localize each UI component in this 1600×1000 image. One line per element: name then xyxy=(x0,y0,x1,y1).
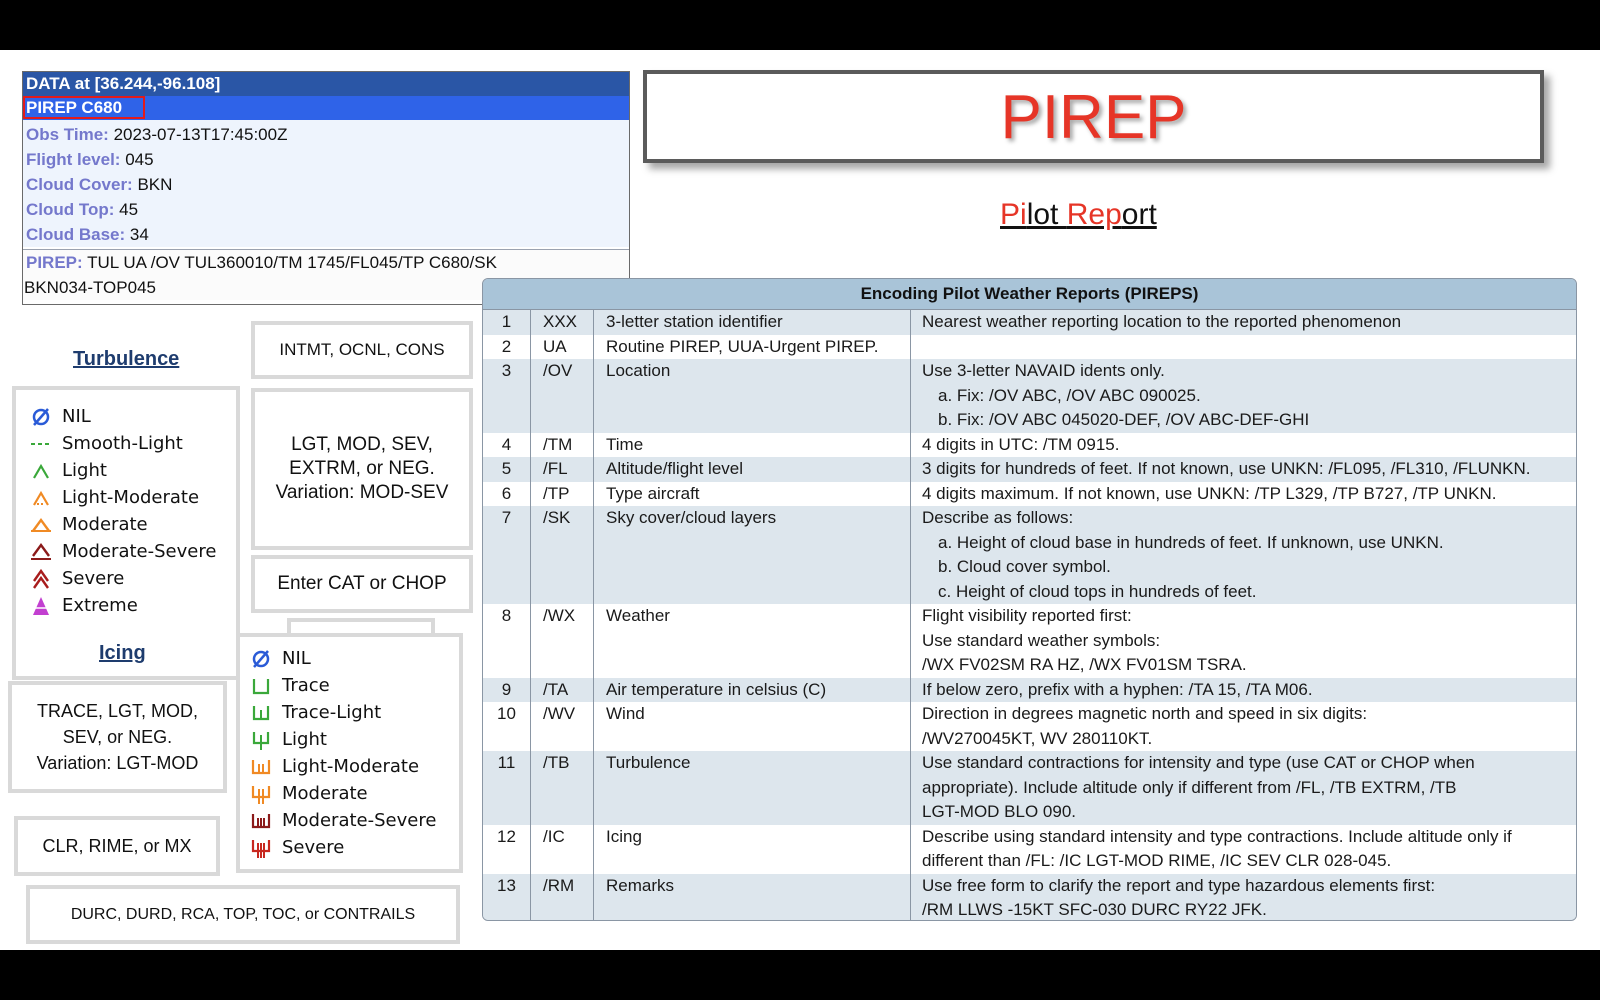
page-title: PIREP xyxy=(1000,83,1187,152)
double-caret-icon xyxy=(28,568,54,590)
legend-item xyxy=(248,672,459,699)
description-line: a. Height of cloud base in hundreds of feet. If unknown, use UNKN. xyxy=(938,532,1444,552)
icing-type-box xyxy=(14,816,220,876)
icing-heading: Icing xyxy=(99,642,146,664)
table-row xyxy=(483,433,1576,458)
description-line: a. Fix: /OV ABC, /OV ABC 090025. xyxy=(938,385,1201,405)
row-description xyxy=(911,751,1576,825)
row-element: Routine PIREP, UUA-Urgent PIREP. xyxy=(594,335,911,360)
cup-icon xyxy=(248,675,274,697)
row-code: /TM xyxy=(531,433,594,458)
row-number: 5 xyxy=(483,457,531,482)
field-value: 045 xyxy=(125,150,154,169)
field-value: BKN xyxy=(137,175,173,194)
row-number: 1 xyxy=(483,310,531,335)
pirep-key: PIREP: xyxy=(26,253,83,272)
row-number: 12 xyxy=(483,825,531,874)
row-code: /FL xyxy=(531,457,594,482)
row-element: Weather xyxy=(594,604,911,678)
row-number: 4 xyxy=(483,433,531,458)
type-text: Enter CAT or CHOP xyxy=(277,573,447,594)
row-element: Wind xyxy=(594,702,911,751)
field-key: Obs Time: xyxy=(26,125,109,144)
legend-item xyxy=(28,484,236,511)
popup-body xyxy=(23,120,629,247)
table-row xyxy=(483,359,1576,433)
row-description xyxy=(911,604,1576,678)
pirep-line-1: TUL UA /OV TUL360010/TM 1745/FL045/TP C680/SK xyxy=(87,253,497,272)
row-description xyxy=(911,825,1576,874)
row-description xyxy=(911,310,1576,335)
description-line: Describe as follows: xyxy=(922,508,1074,527)
legend-label: Moderate-Severe xyxy=(282,810,437,831)
popup-field xyxy=(23,197,629,222)
icing-intensity-box xyxy=(8,681,227,793)
legend-label: NIL xyxy=(62,406,91,427)
row-description xyxy=(911,335,1576,360)
legend-item xyxy=(248,807,459,834)
table-row xyxy=(483,825,1576,874)
row-description xyxy=(911,506,1576,604)
row-element: Location xyxy=(594,359,911,433)
icing-intensity-line: Variation: LGT-MOD xyxy=(36,753,199,773)
legend-label: Trace xyxy=(282,675,330,696)
turbulence-legend xyxy=(12,386,240,680)
cup-two-bar-icon xyxy=(248,756,274,778)
description-line: Direction in degrees magnetic north and speed in six digits: xyxy=(922,704,1368,723)
table-row xyxy=(483,310,1576,335)
row-code: /TP xyxy=(531,482,594,507)
row-description xyxy=(911,482,1576,507)
legend-label: Smooth-Light xyxy=(62,433,183,454)
description-line: b. Cloud cover symbol. xyxy=(938,557,1111,576)
row-number: 3 xyxy=(483,359,531,433)
row-code: /SK xyxy=(531,506,594,604)
table-header: Encoding Pilot Weather Reports (PIREPS) xyxy=(483,279,1576,310)
popup-field xyxy=(23,222,629,247)
row-code: /OV xyxy=(531,359,594,433)
legend-label: Light-Moderate xyxy=(62,487,200,508)
icing-intensity-line: SEV, or NEG. xyxy=(62,727,173,747)
row-number: 2 xyxy=(483,335,531,360)
legend-item xyxy=(248,834,459,861)
description-line: appropriate). Include altitude only if different from /FL, /TB EXTRM, /TB xyxy=(922,777,1457,797)
description-line: If below zero, prefix with a hyphen: /TA 15, /TA M06. xyxy=(922,679,1313,699)
legend-item xyxy=(28,538,236,565)
legend-item xyxy=(28,511,236,538)
caret-dashed-icon xyxy=(28,487,54,509)
intensity-line: Variation: MOD-SEV xyxy=(275,482,449,503)
description-line: 3 digits for hundreds of feet. If not known, use UNKN: /FL095, /FL310, /FLUNKN. xyxy=(922,459,1531,478)
row-description xyxy=(911,433,1576,458)
icing-type-text: CLR, RIME, or MX xyxy=(42,835,192,856)
row-number: 10 xyxy=(483,702,531,751)
row-code: /TA xyxy=(531,678,594,703)
row-element: Icing xyxy=(594,825,911,874)
row-number: 6 xyxy=(483,482,531,507)
table-row xyxy=(483,874,1576,922)
legend-item xyxy=(28,430,236,457)
legend-item xyxy=(28,403,236,430)
row-description xyxy=(911,359,1576,433)
cup-stem-icon xyxy=(248,729,274,751)
turbulence-intensity-box xyxy=(251,388,473,550)
table-row xyxy=(483,482,1576,507)
row-number: 13 xyxy=(483,874,531,922)
field-key: Flight level: xyxy=(26,150,121,169)
caret-icon xyxy=(28,460,54,482)
table-body xyxy=(483,310,1576,921)
field-value: 45 xyxy=(119,200,139,219)
subtitle-part: ort xyxy=(1121,198,1157,231)
popup-selected-label: PIREP C680 xyxy=(26,98,123,117)
description-line: c. Height of cloud tops in hundreds of feet. xyxy=(938,581,1257,601)
data-popup xyxy=(22,71,630,305)
row-element: Turbulence xyxy=(594,751,911,825)
table-row xyxy=(483,457,1576,482)
subtitle xyxy=(1000,198,1157,232)
row-code: XXX xyxy=(531,310,594,335)
cup-three-stem-icon xyxy=(248,837,274,859)
description-line: Nearest weather reporting location to the reported phenomenon xyxy=(922,312,1402,331)
description-line: Describe using standard intensity and type contractions. Include altitude only if xyxy=(922,826,1512,846)
table-row xyxy=(483,678,1576,703)
legend-label: Light-Moderate xyxy=(282,756,420,777)
legend-label: Severe xyxy=(62,568,125,589)
legend-item xyxy=(248,753,459,780)
description-line xyxy=(922,335,1576,360)
icing-legend xyxy=(236,633,463,873)
intensity-line: EXTRM, or NEG. xyxy=(289,458,435,479)
legend-label: Severe xyxy=(282,837,345,858)
field-key: Cloud Cover: xyxy=(26,175,133,194)
icing-remarks-box xyxy=(26,885,460,944)
triangle-icon xyxy=(28,595,54,617)
turbulence-heading: Turbulence xyxy=(73,348,180,370)
legend-label: Trace-Light xyxy=(282,702,382,723)
row-element: Sky cover/cloud layers xyxy=(594,506,911,604)
description-line: Flight visibility reported first: xyxy=(922,606,1132,625)
description-line: 4 digits in UTC: /TM 0915. xyxy=(922,434,1120,454)
legend-item xyxy=(28,592,236,619)
turbulence-type-box xyxy=(251,555,473,613)
description-line: Use free form to clarify the report and type hazardous elements first: xyxy=(922,875,1436,895)
popup-field xyxy=(23,172,629,197)
row-element: Remarks xyxy=(594,874,911,922)
highlight-box xyxy=(23,96,145,119)
legend-item xyxy=(28,565,236,592)
popup-field xyxy=(23,147,629,172)
row-number: 11 xyxy=(483,751,531,825)
legend-item xyxy=(248,726,459,753)
row-element: Altitude/flight level xyxy=(594,457,911,482)
nil-symbol-icon xyxy=(248,648,274,670)
description-line: b. Fix: /OV ABC 045020-DEF, /OV ABC-DEF-GHI xyxy=(938,410,1310,429)
nil-symbol-icon xyxy=(28,406,54,428)
legend-label: Moderate xyxy=(62,514,148,535)
description-line: Use standard weather symbols: xyxy=(922,630,1161,650)
cup-two-stem-icon xyxy=(248,783,274,805)
dashed-line-icon xyxy=(28,433,54,455)
row-element: Type aircraft xyxy=(594,482,911,507)
legend-item xyxy=(248,645,459,672)
popup-header: DATA at [36.244,-96.108] xyxy=(23,72,629,96)
caret-bar-icon xyxy=(28,514,54,536)
popup-field xyxy=(23,122,629,147)
row-description xyxy=(911,457,1576,482)
slide xyxy=(0,50,1600,950)
frequency-text: INTMT, OCNL, CONS xyxy=(279,340,445,359)
legend-label: NIL xyxy=(282,648,311,669)
turbulence-frequency-box xyxy=(251,321,473,379)
description-line: /WX FV02SM RA HZ, /WX FV01SM TSRA. xyxy=(922,655,1247,674)
field-value: 2023-07-13T17:45:00Z xyxy=(113,125,288,144)
popup-selected-report[interactable] xyxy=(23,96,629,120)
legend-label: Light xyxy=(282,729,327,750)
row-code: /WX xyxy=(531,604,594,678)
row-element: 3-letter station identifier xyxy=(594,310,911,335)
row-element: Air temperature in celsius (C) xyxy=(594,678,911,703)
intensity-line: LGT, MOD, SEV, xyxy=(291,434,433,455)
table-row xyxy=(483,604,1576,678)
description-line: /WV270045KT, WV 280110KT. xyxy=(922,728,1153,748)
row-number: 8 xyxy=(483,604,531,678)
row-description xyxy=(911,874,1576,922)
pirep-line-2: BKN034-TOP045 xyxy=(24,278,156,297)
description-line: different than /FL: /IC LGT-MOD RIME, /IC SEV CLR 028-045. xyxy=(922,851,1392,870)
row-code: /WV xyxy=(531,702,594,751)
title-box xyxy=(643,70,1544,163)
row-number: 7 xyxy=(483,506,531,604)
description-line: /RM LLWS -15KT SFC-030 DURC RY22 JFK. xyxy=(922,900,1267,919)
table-row xyxy=(483,702,1576,751)
cup-one-bar-icon xyxy=(248,702,274,724)
table-row xyxy=(483,335,1576,360)
row-element: Time xyxy=(594,433,911,458)
description-line: LGT-MOD BLO 090. xyxy=(922,802,1076,821)
encoding-table xyxy=(482,278,1577,921)
subtitle-part: Pi xyxy=(1000,198,1027,231)
legend-item xyxy=(248,699,459,726)
caret-bar-icon xyxy=(28,541,54,563)
table-row xyxy=(483,751,1576,825)
description-line: Use standard contractions for intensity and type (use CAT or CHOP when xyxy=(922,753,1475,772)
field-value: 34 xyxy=(129,225,149,244)
subtitle-part: lot xyxy=(1026,198,1067,231)
table-row xyxy=(483,506,1576,604)
icing-intensity-line: TRACE, LGT, MOD, xyxy=(36,701,198,721)
legend-label: Light xyxy=(62,460,107,481)
field-key: Cloud Base: xyxy=(26,225,126,244)
remarks-text: DURC, DURD, RCA, TOP, TOC, or CONTRAILS xyxy=(70,905,416,923)
legend-item xyxy=(248,780,459,807)
legend-item xyxy=(28,457,236,484)
row-code: /IC xyxy=(531,825,594,874)
legend-label: Extreme xyxy=(62,595,138,616)
row-code: /RM xyxy=(531,874,594,922)
subtitle-part: Rep xyxy=(1066,198,1122,231)
cup-three-bar-icon xyxy=(248,810,274,832)
field-key: Cloud Top: xyxy=(26,200,115,219)
row-code: /TB xyxy=(531,751,594,825)
legend-label: Moderate-Severe xyxy=(62,541,217,562)
description-line: Use 3-letter NAVAID idents only. xyxy=(922,361,1165,380)
row-description xyxy=(911,702,1576,751)
description-line: 4 digits maximum. If not known, use UNKN: /TP L329, /TP B727, /TP UNKN. xyxy=(922,483,1497,503)
row-number: 9 xyxy=(483,678,531,703)
row-code: UA xyxy=(531,335,594,360)
row-description xyxy=(911,678,1576,703)
legend-label: Moderate xyxy=(282,783,368,804)
